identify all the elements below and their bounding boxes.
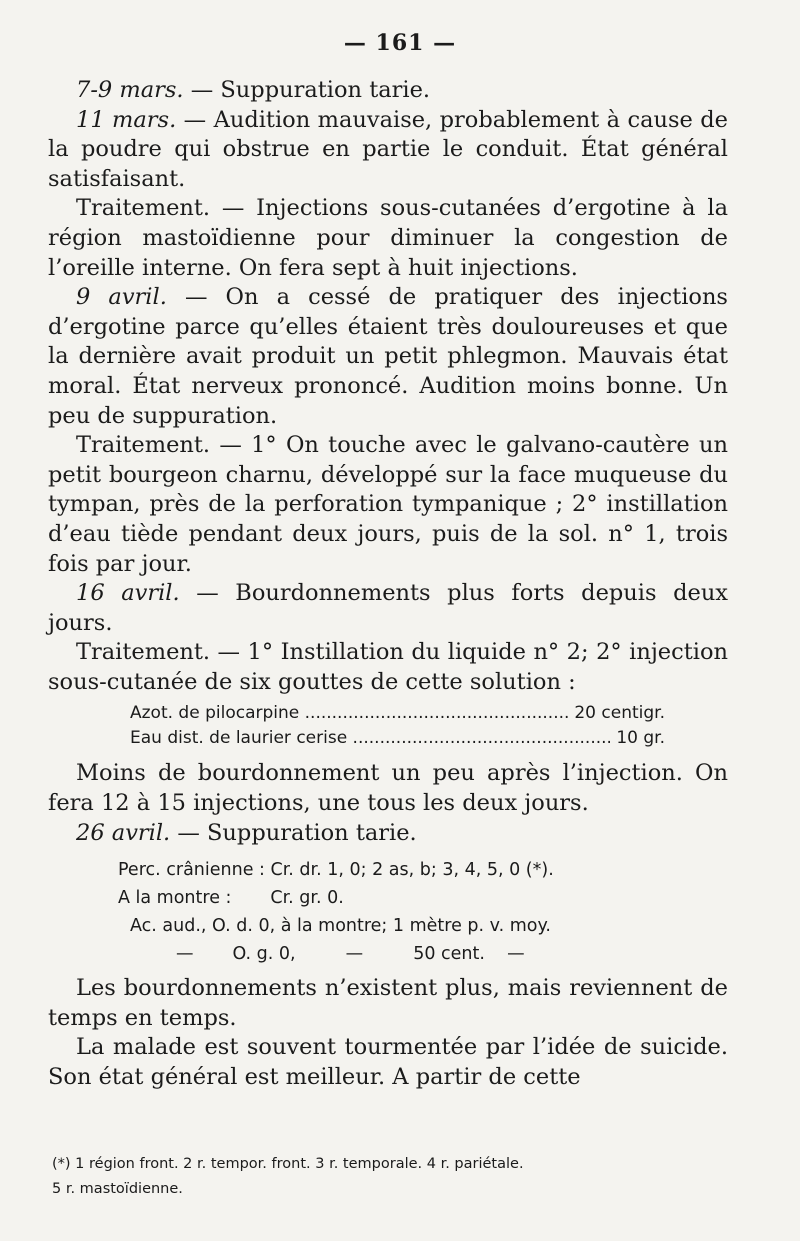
prescription-formula bbox=[130, 701, 665, 751]
formula-row bbox=[130, 701, 665, 726]
entry-text: — Suppuration tarie. bbox=[170, 819, 417, 846]
formula-quantity: 20 centigr. bbox=[574, 703, 665, 724]
treatment-paragraph bbox=[48, 431, 728, 579]
entry-16-avril bbox=[48, 579, 728, 638]
footnote-line: (*) 1 région front. 2 r. tempor. front. 3 r. temporale. 4 r. pariétale. bbox=[52, 1156, 524, 1172]
entry-text: — Bourdonnements plus forts depuis deux jours. bbox=[48, 580, 728, 636]
entry-date: 16 avril. bbox=[76, 580, 180, 607]
entry-text: Traitement. — 1° Instillation du liquide n° 2; 2° injection sous-cutanée de six gouttes de cette solution : bbox=[48, 639, 728, 695]
formula-ingredient: Eau dist. de laurier cerise ..... bbox=[130, 726, 610, 751]
observation-paragraph bbox=[48, 974, 728, 1033]
treatment-paragraph bbox=[48, 638, 728, 697]
entry-text: — On a cessé de pratiquer des injections d’ergotine parce qu’elles étaient très douloureuses et que la dernière avait produit un petit phlegmon. Mauvais état moral. État nerveux prononcé. Audition moins bonne. Un peu de suppuration. bbox=[48, 284, 728, 429]
entry-9-avril bbox=[48, 283, 728, 431]
page-number: — 161 — bbox=[343, 30, 457, 56]
entry-11-mars bbox=[48, 106, 728, 195]
formula-ingredient: Azot. de pilocarpine ..... bbox=[130, 701, 568, 726]
hearing-exam bbox=[48, 856, 728, 968]
entry-date: 11 mars. bbox=[76, 106, 177, 133]
entry-date: 26 avril. bbox=[76, 819, 171, 846]
exam-line: Perc. crânienne : Cr. dr. 1, 0; 2 as, b; 3, 4, 5, 0 (*). bbox=[118, 860, 554, 881]
entry-text: Moins de bourdonnement un peu après l’injection. On fera 12 à 15 injections, une tous les deux jours. bbox=[48, 760, 728, 817]
footnote-line: 5 r. mastoïdienne. bbox=[52, 1181, 183, 1197]
entry-text: — Suppuration tarie. bbox=[183, 77, 431, 103]
entry-date: 7-9 mars. bbox=[76, 77, 184, 103]
entry-text: La malade est souvent tourmentée par l’idée de suicide. Son état général est meilleur. A partir de cette bbox=[48, 1034, 728, 1091]
exam-line: A la montre : Cr. gr. 0. bbox=[118, 888, 344, 909]
entry-date: 9 avril. bbox=[76, 284, 167, 311]
entry-text: — Audition mauvaise, probablement à cause de la poudre qui obstrue en partie le conduit. État général satisfaisant. bbox=[48, 106, 728, 192]
treatment-paragraph bbox=[48, 194, 728, 283]
footnote bbox=[52, 1152, 742, 1202]
formula-quantity: 10 gr. bbox=[616, 728, 665, 749]
body-text bbox=[48, 76, 728, 1093]
entry-26-avril bbox=[48, 819, 728, 849]
entry-text: Les bourdonnements n’existent plus, mais reviennent de temps en temps. bbox=[48, 975, 728, 1031]
entry-text: Traitement. — Injections sous-cutanées d’ergotine à la région mastoïdienne pour diminuer la congestion de l’oreille interne. On fera sept à huit injections. bbox=[48, 195, 728, 281]
entry-text: Traitement. — 1° On touche avec le galvano-cautère un petit bourgeon charnu, développé sur la face muqueuse du tympan, près de la perforation tympanique ; 2° instillation d’eau tiède pendant deux jours, puis de la sol. n° 1, trois fois par jour. bbox=[48, 432, 728, 577]
exam-line: — O. g. 0, — 50 cent. — bbox=[176, 944, 525, 965]
observation-paragraph bbox=[48, 759, 728, 818]
observation-paragraph bbox=[48, 1033, 728, 1092]
formula-row bbox=[130, 726, 665, 751]
exam-line: Ac. aud., O. d. 0, à la montre; 1 mètre p. v. moy. bbox=[130, 916, 551, 937]
entry-7-9-mars bbox=[48, 76, 728, 106]
